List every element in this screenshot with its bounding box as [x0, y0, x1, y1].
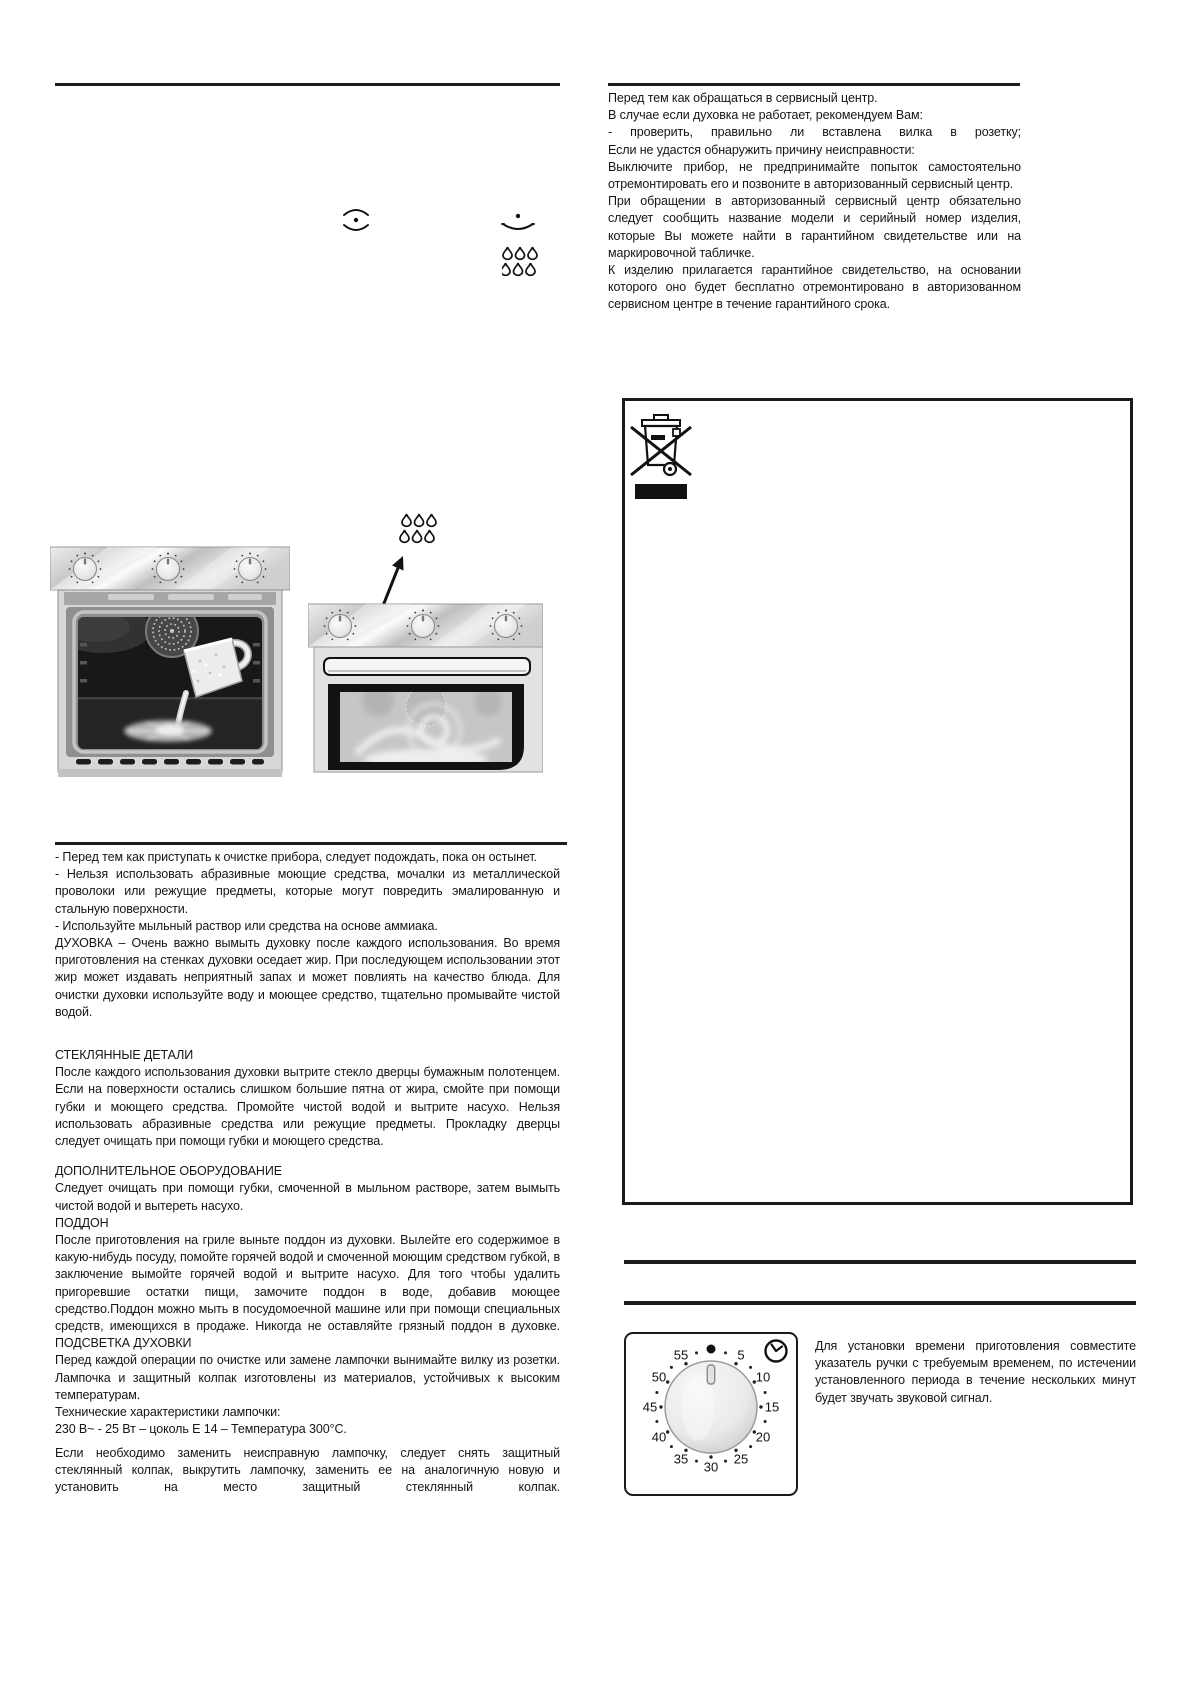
paragraph: - Нельзя использовать абразивные моющие средства, мочалки из металлической проволоки или режущие предметы, которые могут повредить эмалированную и стальную поверхности.	[55, 867, 560, 916]
svg-text:50: 50	[651, 1369, 667, 1385]
svg-text:20: 20	[755, 1429, 771, 1445]
oven-pour-water-illustration	[50, 545, 290, 782]
timer-section-rule-2	[624, 1301, 1136, 1305]
section-heading: СТЕКЛЯННЫЕ ДЕТАЛИ	[55, 1048, 194, 1063]
timer-section-rule-1	[624, 1260, 1136, 1264]
svg-text:45: 45	[642, 1399, 658, 1415]
paragraph: Выключите прибор, не предпринимайте попыток самостоятельно отремонтировать его и позвоните в авторизованный сервисный центр.	[608, 159, 1021, 192]
paragraph: Для установки времени приготовления совместите указатель ручки с требуемым временем, по истечении установленного периода в течение нескольких минут будет звучать звуковой сигнал.	[815, 1339, 1136, 1405]
cleaning-text-column	[55, 849, 560, 1496]
weee-info-box	[622, 398, 1133, 1205]
svg-text:30: 30	[703, 1459, 719, 1475]
lamp-specs: 230 В~ - 25 Вт – цоколь Е 14 – Температура 300°С.	[55, 1422, 347, 1437]
paragraph: Если не удастся обнаружить причину неисправности:	[608, 142, 915, 157]
paragraph: Перед каждой операции по очистке или замене лампочки вынимайте вилку из розетки. Лампочка и защитный колпак изготовлены из материалов, устойчивых к высоким температурам.	[55, 1353, 560, 1402]
timer-knob[interactable]	[665, 1361, 757, 1453]
dial-zero-dot	[707, 1345, 716, 1354]
paragraph: - Перед тем как приступать к очистке прибора, следует подождать, пока он остынет.	[55, 850, 537, 864]
section-heading: ДОПОЛНИТЕЛЬНОЕ ОБОРУДОВАНИЕ	[55, 1164, 282, 1179]
paragraph: - Используйте мыльный раствор или средства на основе аммиака.	[55, 918, 438, 933]
section-heading: ПОДСВЕТКА ДУХОВКИ	[55, 1336, 192, 1351]
steam-drops-icon	[400, 514, 436, 542]
svg-text:55: 55	[673, 1347, 689, 1363]
svg-text:25: 25	[733, 1451, 749, 1467]
paragraph: В случае если духовка не работает, рекомендуем Вам:	[608, 108, 923, 123]
paragraph: Следует очищать при помощи губки, смоченной в мыльном растворе, затем вымыть чистой водой и вытереть насухо.	[55, 1181, 560, 1213]
svg-text:40: 40	[651, 1429, 667, 1445]
timer-description	[815, 1338, 1136, 1407]
steam-drops-icon	[502, 246, 544, 284]
lamp-specs-title: Технические характеристики лампочки:	[55, 1405, 281, 1420]
service-center-text	[608, 90, 1021, 314]
paragraph: Перед тем как обращаться в сервисный центр.	[608, 91, 878, 105]
control-panel	[50, 547, 290, 590]
paragraph: После приготовления на гриле выньте поддон из духовки. Вылейте его содержимое в какую-нибудь посуду, помойте горячей водой и смоченной моющим средством губкой, в заключение вымойте горячей водой и вытрите насухо. Для того чтобы удалить пригоревшие остатки пищи, замочите поддон в воде, добавив моющее средство.Поддон можно мыть в посудомоечной машине или при помощи специальных средств, имеющихся в продаже. Никогда не оставляйте грязный поддон в духовке.	[55, 1233, 560, 1334]
oven-steam-illustration	[308, 512, 543, 779]
svg-text:10: 10	[755, 1369, 771, 1385]
weee-crossed-bin-icon	[629, 407, 693, 508]
cleaning-section-rule	[55, 842, 567, 845]
top-left-rule	[55, 83, 560, 86]
control-panel	[308, 604, 543, 647]
paragraph: При обращении в авторизованный сервисный центр обязательно следует сообщить название модели и серийный номер изделия, которые Вы можете найти в гарантийном свидетельстве или на маркировочной табличке.	[608, 194, 1021, 260]
paragraph: После каждого использования духовки вытрите стекло дверцы бумажным полотенцем. Если на поверхности остались слишком большие пятна от жира, смойте при помощи губки и моющего средства. Промойте чистой водой и вытрите насухо. Нельзя использовать абразивные средства или режущие предметы. Прокладку дверцы следует очищать при помощи губки и моющего средства.	[55, 1065, 560, 1149]
svg-text:5: 5	[737, 1347, 745, 1363]
minute-timer-box	[624, 1332, 798, 1496]
paragraph: К изделию прилагается гарантийное свидетельство, на основании которого оно будет бесплатно отремонтировано в авторизованном сервисном центре в течение гарантийного срока.	[608, 263, 1021, 312]
steam-dish-icon	[500, 212, 536, 239]
paragraph: - проверить, правильно ли вставлена вилка в розетку;	[608, 125, 1021, 140]
svg-text:15: 15	[764, 1399, 780, 1415]
section-heading: ПОДДОН	[55, 1215, 109, 1230]
svg-text:35: 35	[673, 1451, 689, 1467]
minute-timer-dial	[626, 1334, 796, 1494]
paragraph: Если необходимо заменить неисправную лампочку, следует снять защитный стеклянный колпак, выкрутить лампочку, заменить ее на аналогичную новую и установить на место защитный стеклянный колпак.	[55, 1445, 560, 1494]
clock-icon	[766, 1341, 787, 1362]
oven-lamp-icon	[338, 203, 374, 242]
paragraph: ДУХОВКА – Очень важно вымыть духовку после каждого использования. Во время приготовления на стенках духовки оседает жир. При последующем использовании этот жир может издавать неприятный запах и может повлиять на качество блюда. Для очистки духовки используйте воду и моющее средство, тщательно промывайте чистой водой.	[55, 936, 560, 1019]
top-right-rule	[608, 83, 1020, 86]
